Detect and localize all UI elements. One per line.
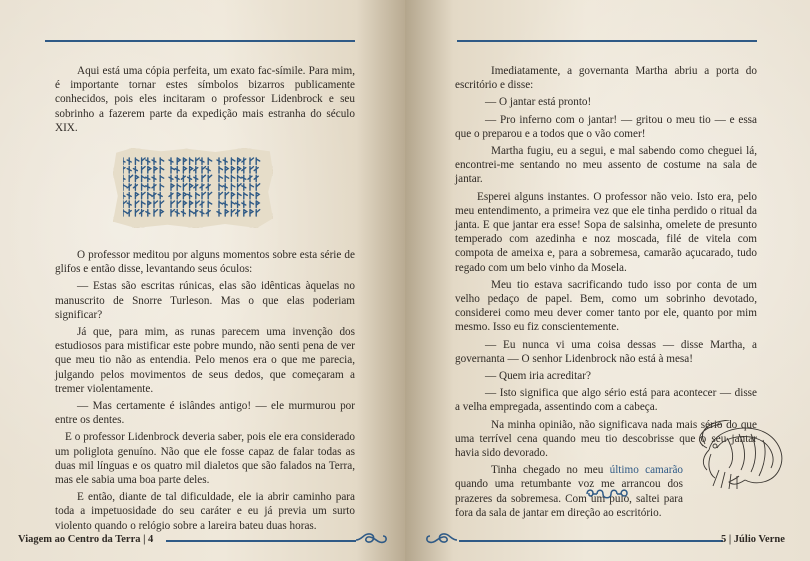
rune-glyph bbox=[231, 201, 235, 208]
rune-glyph bbox=[208, 192, 212, 199]
rune-glyph bbox=[238, 158, 241, 165]
rune-glyph bbox=[242, 175, 246, 182]
rune-glyph bbox=[123, 192, 125, 199]
rune-glyph bbox=[127, 167, 131, 174]
paragraph: Meu tio estava sacrificando tudo isso por conta de um velho pedaço de papel. Bem, como um sobrinho devotado, considerei como meu dever comer tanto por ele, quanto por mim mesmo. Isso eu fiz conscientemente. bbox=[455, 278, 757, 334]
rune-glyph bbox=[135, 158, 139, 165]
rune-glyph bbox=[219, 201, 223, 208]
rune-glyph bbox=[231, 175, 235, 182]
rune-glyph bbox=[223, 184, 227, 191]
rune-glyph bbox=[200, 184, 204, 191]
rune-glyph bbox=[208, 158, 212, 165]
rune-glyph bbox=[254, 167, 258, 174]
rune-glyph bbox=[177, 201, 181, 208]
paragraph: Martha fugiu, eu a segui, e mal sabendo como cheguei lá, encontrei-me sentando no meu assento de costume na sala de jantar. bbox=[455, 145, 757, 186]
rune-glyph bbox=[183, 167, 186, 174]
rune-glyph bbox=[223, 201, 227, 208]
right-page bbox=[405, 0, 810, 561]
rune-glyph bbox=[242, 201, 246, 208]
rune-glyph bbox=[135, 210, 139, 217]
rune-glyph bbox=[175, 210, 179, 217]
rune-glyph bbox=[256, 201, 259, 208]
rune-glyph bbox=[123, 167, 125, 174]
rune-glyph bbox=[148, 201, 151, 208]
rune-glyph bbox=[200, 158, 204, 165]
rune-glyph bbox=[200, 201, 204, 208]
rune-glyph bbox=[256, 184, 260, 191]
rune-glyph bbox=[160, 167, 164, 174]
rune-glyph bbox=[154, 210, 158, 217]
rune-glyph bbox=[256, 158, 260, 165]
rune-glyph bbox=[152, 184, 156, 191]
rune-glyph bbox=[231, 158, 235, 165]
rune-glyph bbox=[188, 192, 192, 199]
left-text-top bbox=[55, 64, 355, 138]
rune-glyph bbox=[169, 158, 173, 165]
rune-glyph bbox=[169, 175, 173, 182]
rune-glyph bbox=[133, 167, 137, 174]
rune-glyph bbox=[190, 167, 193, 174]
rune-glyph bbox=[238, 167, 241, 174]
rune-glyph bbox=[142, 167, 146, 174]
rune-glyph bbox=[152, 158, 156, 165]
paragraph: Aqui está uma cópia perfeita, um exato fac-símile. Para mim, é importante tornar estes símbolos bizarros publicamente conhecidos, pois eles incitaram o professor Lidenbrock e seu sobrinho a fazerem parte da expedição mais estranha do século XIX. bbox=[55, 65, 355, 134]
rune-glyph bbox=[154, 201, 158, 208]
rune-glyph bbox=[171, 184, 174, 191]
rune-glyph bbox=[190, 201, 193, 208]
paragraph: Esperei alguns instantes. O professor não veio. Isto era, pelo meu entendimento, a primeira vez que ele tinha perdido o ritual da janta. E que jantar era esse! Sopa de salsinha, omelete de presunto temperado com azedinha e noz moscada, filé de vitela com compota de ameixa e, para a sobremesa, camarão açucarado, tudo regado com um belo vinho da Mosela. bbox=[455, 190, 757, 274]
rune-glyph bbox=[135, 175, 138, 182]
shrimp-illustration bbox=[699, 420, 791, 490]
paragraph: Na minha opinião, não significava nada mais sério do que uma terrível cena quando meu tio descobrisse que o seu jantar havia sido devorado. bbox=[455, 418, 757, 460]
rune-glyph bbox=[194, 175, 198, 182]
rune-glyph bbox=[219, 184, 223, 191]
rune-glyph bbox=[127, 201, 131, 208]
rune-glyph bbox=[127, 210, 131, 217]
rune-glyph bbox=[158, 192, 162, 199]
rune-glyph bbox=[142, 201, 146, 208]
rune-glyph bbox=[217, 158, 221, 165]
rune-glyph bbox=[236, 201, 240, 208]
rune-glyph bbox=[190, 184, 193, 191]
rune-glyph bbox=[250, 184, 254, 191]
rune-glyph bbox=[225, 167, 228, 174]
rune-glyph bbox=[238, 184, 242, 191]
rune-glyph bbox=[236, 210, 240, 217]
text-run: Tinha chegado no meu bbox=[491, 464, 610, 477]
rune-glyph bbox=[177, 158, 180, 165]
rune-glyph bbox=[171, 201, 175, 208]
rune-glyph bbox=[250, 210, 253, 217]
rune-glyph bbox=[169, 192, 173, 199]
paragraph: — Mas certamente é islândes antigo! — ele murmurou por entre os dentes. bbox=[55, 400, 355, 427]
rune-glyph bbox=[223, 158, 227, 165]
rune-glyph bbox=[190, 210, 194, 217]
rune-glyph bbox=[177, 192, 180, 199]
rune-glyph bbox=[123, 175, 125, 182]
rune-glyph bbox=[123, 201, 127, 208]
rune-glyph bbox=[256, 210, 260, 217]
ornamental-flourish-icon bbox=[354, 530, 388, 548]
rune-glyph bbox=[217, 210, 221, 217]
highlighted-term: último camarão bbox=[609, 464, 684, 477]
rune-glyph bbox=[152, 175, 156, 182]
rune-glyph bbox=[160, 158, 164, 165]
rune-glyph bbox=[225, 210, 228, 217]
rune-glyph bbox=[123, 158, 125, 165]
rune-glyph bbox=[194, 167, 198, 174]
rune-glyph bbox=[146, 175, 150, 182]
rune-glyph bbox=[183, 201, 186, 208]
paragraph: — Quem iria acreditar? bbox=[485, 370, 591, 383]
paragraph: E o professor Lidenbrock deveria saber, pois ele era considerado um poliglota genuíno. Não que ele fosse capaz de falar todas as duas mil línguas e os quatro mil dialetos que são falados na Terra, mas ele sabia uma boa parte deles. bbox=[55, 431, 355, 487]
rune-glyph bbox=[183, 158, 186, 165]
rune-glyph bbox=[140, 210, 144, 217]
rune-glyph bbox=[231, 167, 234, 174]
rune-glyph bbox=[219, 175, 223, 182]
rune-glyph bbox=[177, 184, 181, 191]
rune-glyph bbox=[142, 192, 146, 199]
rune-glyph bbox=[175, 167, 179, 174]
rune-glyph bbox=[123, 184, 127, 191]
top-rule bbox=[45, 40, 355, 42]
rune-glyph bbox=[129, 175, 133, 182]
rune-glyph bbox=[123, 210, 127, 217]
rune-glyph bbox=[152, 192, 156, 199]
rune-glyph bbox=[160, 201, 164, 208]
rune-glyph bbox=[160, 175, 164, 182]
rune-glyph bbox=[181, 210, 185, 217]
rune-glyph bbox=[206, 210, 210, 217]
rune-glyph bbox=[146, 158, 150, 165]
rune-glyph bbox=[208, 201, 212, 208]
paragraph: Imediatamente, a governanta Martha abriu a porta do escritório e disse: bbox=[455, 65, 757, 92]
runic-cipher-parchment bbox=[113, 148, 273, 228]
rune-glyph bbox=[133, 184, 137, 191]
rune-glyph bbox=[250, 158, 254, 165]
rune-glyph bbox=[250, 192, 254, 199]
rune-glyph bbox=[244, 192, 248, 199]
rune-glyph bbox=[196, 158, 200, 165]
rune-glyph bbox=[244, 210, 247, 217]
paragraph: — O jantar está pronto! bbox=[485, 96, 592, 109]
rune-glyph bbox=[127, 192, 131, 199]
rune-glyph bbox=[219, 167, 223, 174]
rune-glyph bbox=[160, 210, 163, 217]
rune-glyph bbox=[206, 184, 210, 191]
paragraph-with-highlight bbox=[455, 463, 683, 520]
paragraph: Já que, para mim, as runas parecem uma invenção dos estudiosos para mistificar este pobre mundo, não senti pena de ver que meu tio não as entendia. Pelo menos era o que me parecia, julgando pelos movimentos de seus dedos, que começaram a tremer violentamente. bbox=[55, 326, 355, 395]
rune-glyph bbox=[202, 175, 206, 182]
rune-glyph bbox=[219, 192, 223, 199]
paragraph: — Eu nunca vi uma coisa dessas — disse Martha, a governanta — O senhor Lidenbrock não está à mesa! bbox=[455, 338, 757, 365]
rune-glyph bbox=[154, 167, 157, 174]
rune-glyph bbox=[171, 210, 175, 217]
left-text-bottom bbox=[55, 248, 355, 536]
rune-glyph bbox=[248, 175, 252, 182]
ornamental-flourish-icon bbox=[583, 486, 631, 502]
rune-glyph bbox=[196, 192, 200, 199]
rune-glyph bbox=[242, 167, 246, 174]
rune-glyph bbox=[242, 184, 246, 191]
footer-rule bbox=[166, 540, 356, 542]
footer-rule bbox=[459, 540, 723, 542]
rune-glyph bbox=[225, 175, 229, 182]
rune-glyph bbox=[135, 201, 139, 208]
rune-glyph bbox=[183, 192, 186, 199]
rune-glyph bbox=[146, 210, 150, 217]
rune-glyph bbox=[181, 175, 185, 182]
rune-glyph bbox=[231, 210, 235, 217]
rune-glyph bbox=[171, 167, 175, 174]
rune-glyph bbox=[142, 175, 146, 182]
rune-glyph bbox=[238, 175, 242, 182]
page-footer-right: 5 | Júlio Verne bbox=[721, 534, 785, 545]
rune-glyph bbox=[183, 184, 187, 191]
rune-glyph bbox=[148, 167, 151, 174]
rune-glyph bbox=[127, 184, 131, 191]
rune-glyph bbox=[188, 175, 192, 182]
rune-glyph bbox=[148, 192, 152, 199]
rune-glyph bbox=[231, 192, 234, 199]
rune-glyph bbox=[146, 184, 150, 191]
rune-glyph bbox=[190, 158, 194, 165]
rune-glyph bbox=[202, 167, 206, 174]
paragraph: — Estas são escritas rúnicas, elas são idênticas àquelas no manuscrito de Snorre Turleson. Mas o que elas poderiam significar? bbox=[55, 280, 355, 321]
ornamental-flourish-icon bbox=[425, 530, 459, 548]
paragraph: — Pro inferno com o jantar! — gritou o meu tio — e essa que o preparou e a todos que o vão comer! bbox=[455, 113, 757, 140]
text-run: quando uma retumbante voz me arrancou dos prazeres da sobremesa. Com um pulo, saltei para fora da sala de jantar em direção ao escritório. bbox=[455, 478, 683, 519]
rune-glyph bbox=[231, 184, 235, 191]
rune-glyph bbox=[196, 201, 200, 208]
rune-glyph bbox=[208, 175, 212, 182]
rune-glyph bbox=[194, 210, 198, 217]
top-rule bbox=[457, 40, 757, 42]
rune-glyph bbox=[225, 192, 229, 199]
rune-glyph bbox=[242, 158, 246, 165]
rune-glyph bbox=[200, 210, 204, 217]
rune-glyph bbox=[175, 175, 179, 182]
runic-glyphs-icon bbox=[123, 156, 263, 220]
rune-glyph bbox=[127, 158, 131, 165]
rune-glyph bbox=[142, 158, 146, 165]
paragraph: O professor meditou por alguns momentos sobre esta série de glifos e então disse, levantando seus óculos: bbox=[55, 249, 355, 276]
paragraph: E então, diante de tal dificuldade, ele ia abrir caminho para toda a impetuosidade do seu caráter e eu já previa um surto violento quando o relógio sobre a lareira bateu duas horas. bbox=[55, 491, 355, 532]
rune-glyph bbox=[238, 192, 242, 199]
rune-glyph bbox=[135, 192, 138, 199]
paragraph: — Isto significa que algo sério está para acontecer — disse a velha empregada, assentindo com a cabeça. bbox=[455, 387, 757, 414]
rune-glyph bbox=[142, 184, 146, 191]
page-footer-left: Viagem ao Centro da Terra | 4 bbox=[18, 534, 154, 545]
rune-glyph bbox=[254, 175, 258, 182]
rune-glyph bbox=[250, 201, 254, 208]
rune-glyph bbox=[194, 184, 198, 191]
rune-glyph bbox=[250, 167, 254, 174]
rune-glyph bbox=[160, 184, 164, 191]
rune-glyph bbox=[202, 192, 206, 199]
rune-glyph bbox=[206, 167, 210, 174]
rune-glyph bbox=[256, 192, 259, 199]
